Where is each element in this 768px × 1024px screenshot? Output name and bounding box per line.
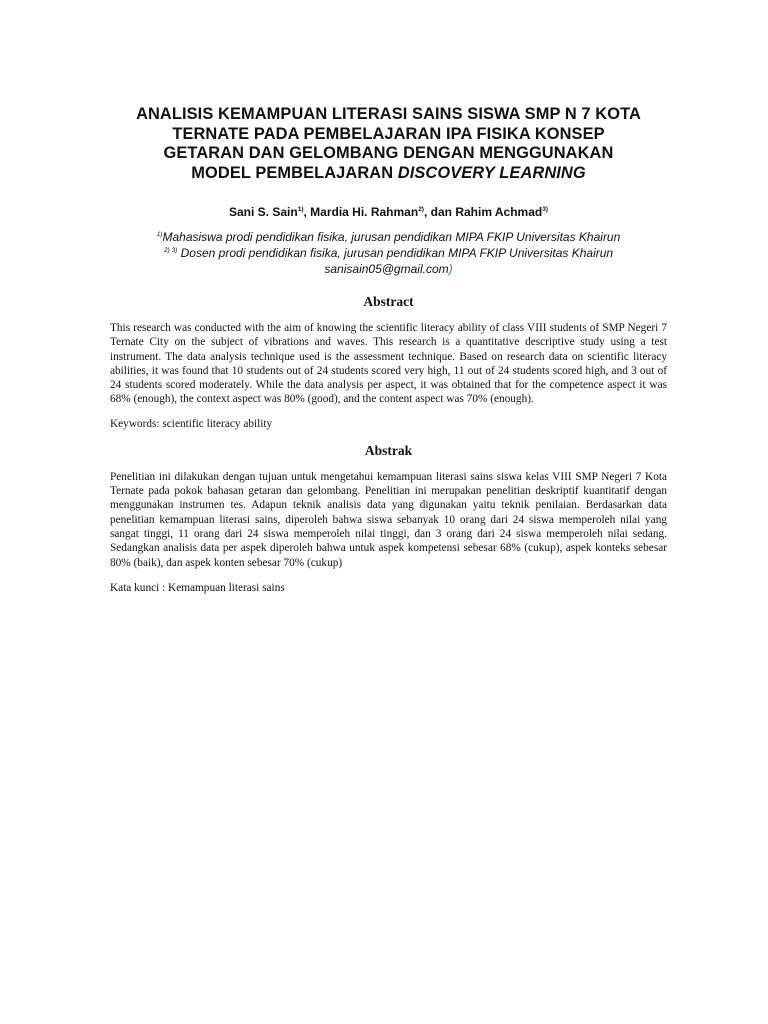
- author-sup-3: 3): [542, 206, 548, 213]
- affiliation-2-sup: 2) 3): [163, 247, 178, 254]
- title-line-4-italic: DISCOVERY LEARNING: [397, 163, 586, 182]
- author-list: [110, 205, 667, 219]
- title-line-3: GETARAN DAN GELOMBANG DENGAN MENGGUNAKAN: [163, 144, 614, 162]
- title-line-4-prefix: MODEL PEMBELAJARAN: [191, 163, 398, 182]
- affiliations: [110, 229, 667, 277]
- affiliation-1-sup: 1): [156, 231, 163, 238]
- author-sup-1: 1): [297, 206, 304, 213]
- affiliation-1-text: Mahasiswa prodi pendidikan fisika, jurusan pendidikan MIPA FKIP Universitas Khairun: [162, 230, 621, 244]
- abstrak-text: Penelitian ini dilakukan dengan tujuan untuk mengetahui kemampuan literasi sains siswa kelas VIII SMP Negeri 7 Kota Ternate pada pokok bahasan getaran dan gelombang. Penelitian ini merupakan penelitian deskriptif kuantitatif dengan menggunakan instrumen tes. Adapun teknik analisis data yang digunakan yaitu teknik penilaian. Berdasarkan data penelitian kemampuan literasi sains, diperoleh bahwa siswa sebanyak 10 orang dari 24 siswa memperoleh nilai yang sangat tinggi, 11 orang dari 24 siswa memperoleh nilai tinggi, dan 3 orang dari 24 siswa memperoleh nilai sedang. Sedangkan analisis data per aspek diperoleh bahwa untuk aspek kompetensi sebesar 68% (cukup), aspek konteks sebesar 80% (baik), dan aspek konten sebesar 70% (cukup): [110, 470, 667, 569]
- abstract-heading: Abstract: [363, 294, 414, 309]
- abstract-text: This research was conducted with the aim of knowing the scientific literacy ability of class VIII students of SMP Negeri 7 Ternate City on the subject of vibrations and waves. This research is a quantitative descriptive study using a test instrument. The data analysis technique used is the assessment technique. Based on research data on scientific literacy abilities, it was found that 10 students out of 24 students scored very high, 11 out of 24 students scored high, and 3 out of 24 students scored moderately. While the data analysis per aspect, it was obtained that for the competence aspect it was 68% (enough), the context aspect was 80% (good), and the content aspect was 70% (enough).: [110, 322, 667, 406]
- abstrak-keywords: Kata kunci : Kemampuan literasi sains: [110, 581, 285, 594]
- author-separator-1: ,: [303, 205, 311, 219]
- author-email: [110, 261, 667, 277]
- author-name-2: Mardia Hi. Rahman: [310, 205, 419, 219]
- author-name-1: Sani S. Sain: [229, 205, 298, 219]
- author-sup-2: 2): [418, 206, 424, 213]
- title-line-1: ANALISIS KEMAMPUAN LITERASI SAINS SISWA SMP N 7 KOTA: [136, 105, 641, 123]
- affiliation-1: [110, 229, 667, 245]
- author-separator-2: , dan: [423, 205, 456, 219]
- paper-title: [110, 105, 667, 183]
- abstrak-heading: Abstrak: [364, 442, 413, 458]
- email-address[interactable]: sanisain05@gmail.com: [324, 262, 449, 276]
- affiliation-2: [110, 245, 667, 261]
- email-close-paren: ): [448, 262, 453, 276]
- abstract-keywords: Keywords: scientific literacy ability: [110, 417, 273, 430]
- paper-page: [110, 105, 667, 594]
- author-name-3: Rahim Achmad: [455, 205, 543, 219]
- affiliation-2-text: Dosen prodi pendidikan fisika, jurusan pendidikan MIPA FKIP Universitas Khairun: [177, 246, 614, 260]
- title-line-4: [110, 164, 667, 184]
- title-line-2: TERNATE PADA PEMBELAJARAN IPA FISIKA KONSEP: [172, 124, 605, 143]
